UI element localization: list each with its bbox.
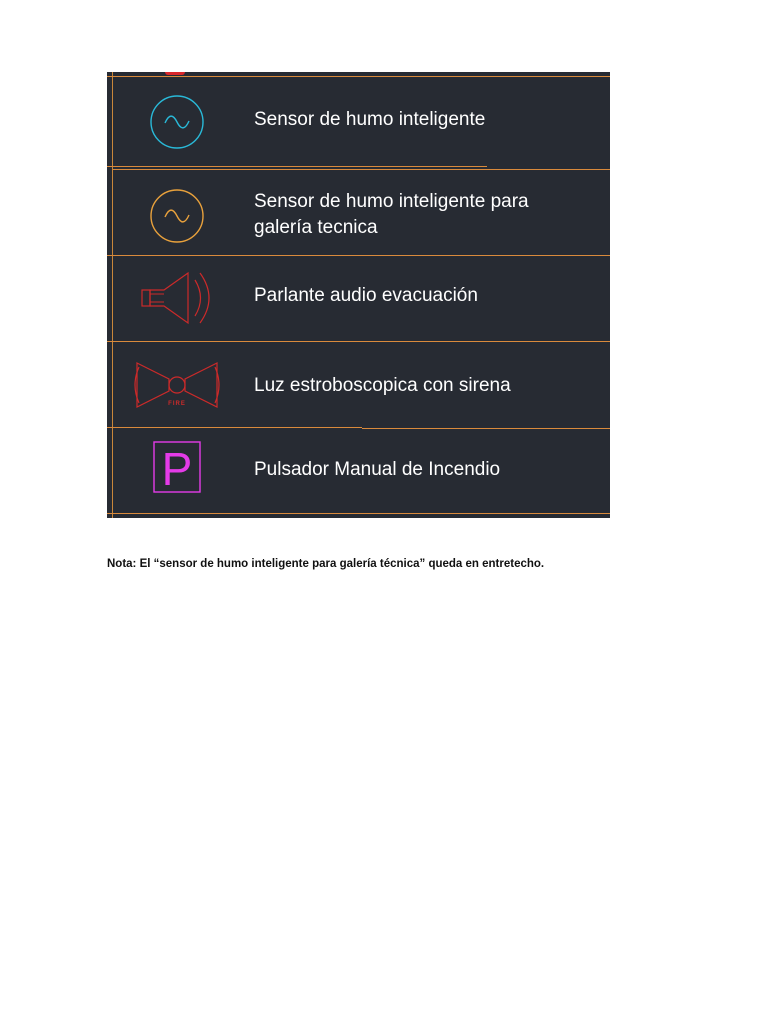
- smoke-sensor-icon: [107, 91, 247, 153]
- legend-divider: [107, 427, 362, 428]
- legend-divider: [107, 341, 610, 342]
- legend-divider: [113, 169, 610, 170]
- smoke-sensor-gallery-icon: [107, 185, 247, 247]
- legend-top-mark: [165, 72, 185, 75]
- pull-station-letter: P: [161, 443, 193, 494]
- legend-divider: [107, 166, 487, 167]
- strobe-fire-text: FIRE: [168, 401, 186, 407]
- legend-label: Sensor de humo inteligente: [254, 109, 486, 130]
- legend-label: Sensor de humo inteligente para galería tecnica: [254, 191, 529, 238]
- legend-divider: [107, 255, 610, 256]
- legend-divider: [107, 76, 610, 77]
- manual-pull-station-icon: [107, 439, 247, 495]
- strobe-siren-icon: [107, 355, 247, 415]
- symbol-legend: [107, 72, 610, 518]
- legend-divider: [362, 428, 610, 429]
- legend-divider: [107, 513, 610, 514]
- legend-label: Pulsador Manual de Incendio: [254, 459, 501, 480]
- speaker-icon: [107, 268, 247, 328]
- note-text: Nota: El “sensor de humo inteligente para galería técnica” queda en entretecho.: [107, 558, 545, 570]
- legend-label: Luz estroboscopica con sirena: [254, 375, 511, 396]
- legend-label: Parlante audio evacuación: [254, 285, 478, 306]
